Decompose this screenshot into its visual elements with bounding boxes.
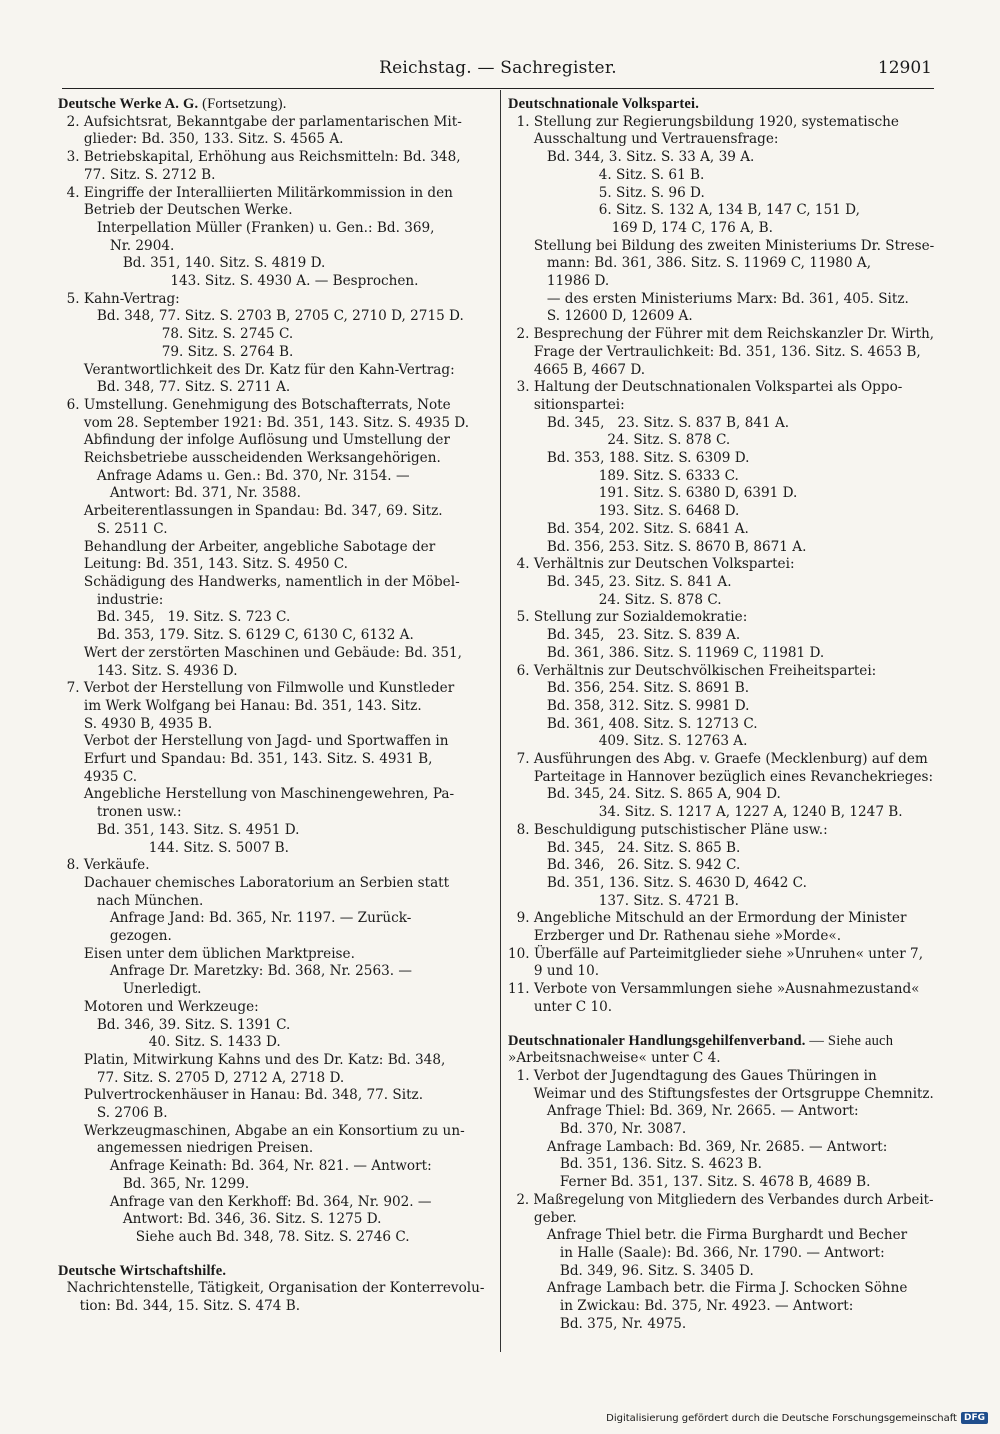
entry-line: 8. Verkäufe. [58, 857, 150, 874]
index-entry [508, 96, 934, 1017]
entry-line: 77. Sitz. S. 2705 D, 2712 A, 2718 D. [58, 1069, 345, 1086]
page-header [62, 54, 934, 89]
entry-line: Bd. 346, 26. Sitz. S. 942 C. [508, 857, 741, 874]
entry-line: 144. Sitz. S. 5007 B. [58, 839, 289, 856]
entry-line: Bd. 356, 253. Sitz. S. 8670 B, 8671 A. [508, 538, 807, 555]
entry-line: Interpellation Müller (Franken) u. Gen.: Bd. 369, [58, 219, 435, 236]
entry-line: Nr. 2904. [58, 237, 175, 254]
entry-line: Bd. 348, 77. Sitz. S. 2711 A. [58, 379, 291, 396]
entry-line: Bd. 358, 312. Sitz. S. 9981 D. [508, 697, 750, 714]
entry-line: vom 28. September 1921: Bd. 351, 143. Sitz. S. 4935 D. [58, 414, 470, 431]
entry-line: 143. Sitz. S. 4930 A. — Besprochen. [58, 273, 419, 290]
entry-heading-text: Deutsche Wirtschaftshilfe. [58, 1262, 227, 1279]
running-title: Reichstag. — Sachregister. [379, 58, 617, 78]
entry-line: Bd. 375, Nr. 4975. [508, 1315, 687, 1332]
entry-line: 10. Überfälle auf Parteimitglieder siehe »Unruhen« unter 7, [508, 945, 924, 962]
entry-line: S. 2511 C. [58, 520, 168, 537]
entry-line: Eisen unter dem üblichen Marktpreise. [58, 945, 355, 962]
index-entry [58, 1263, 490, 1316]
entry-line: »Arbeitsnachweise« unter C 4. [508, 1050, 721, 1067]
entry-heading [58, 1263, 490, 1281]
entry-line: im Werk Wolfgang bei Hanau: Bd. 351, 143. Sitz. [58, 697, 422, 714]
entry-line: Werkzeugmaschinen, Abgabe an ein Konsortium zu un- [58, 1122, 465, 1139]
entry-line: Weimar und des Stiftungsfestes der Ortsgruppe Chemnitz. [508, 1085, 934, 1102]
entry-line: 4665 B, 4667 D. [508, 361, 646, 378]
entry-line: 79. Sitz. S. 2764 B. [58, 343, 294, 360]
entry-line: 4. Sitz. S. 61 B. [508, 166, 705, 183]
left-column [58, 96, 490, 1332]
entry-line: tion: Bd. 344, 15. Sitz. S. 474 B. [58, 1298, 301, 1315]
entry-line: Bd. 345, 19. Sitz. S. 723 C. [58, 609, 291, 626]
entry-heading [508, 96, 934, 114]
entry-line: Ausschaltung und Vertrauensfrage: [508, 131, 779, 148]
entry-line: mann: Bd. 361, 386. Sitz. S. 11969 C, 11980 A, [508, 255, 872, 272]
entry-line: 40. Sitz. S. 1433 D. [58, 1034, 281, 1051]
entry-line: Bd. 345, 24. Sitz. S. 865 A, 904 D. [508, 786, 781, 803]
index-entry [508, 1033, 934, 1334]
entry-heading-text: Deutschnationale Volkspartei. [508, 96, 700, 112]
entry-line: gezogen. [58, 928, 172, 945]
entry-line: Anfrage Keinath: Bd. 364, Nr. 821. — Antwort: [58, 1158, 432, 1175]
entry-line: unter C 10. [508, 998, 613, 1015]
entry-line: Angebliche Herstellung von Maschinengewehren, Pa- [58, 786, 455, 803]
entry-line: Betrieb der Deutschen Werke. [58, 202, 293, 219]
entry-line: 6. Sitz. S. 132 A, 134 B, 147 C, 151 D, [508, 202, 860, 219]
entry-line: Bd. 354, 202. Sitz. S. 6841 A. [508, 520, 749, 537]
entry-line: glieder: Bd. 350, 133. Sitz. S. 4565 A. [58, 131, 344, 148]
entry-line: Anfrage Adams u. Gen.: Bd. 370, Nr. 3154. — [58, 467, 410, 484]
entry-line: Bd. 345, 23. Sitz. S. 841 A. [508, 573, 732, 590]
entry-line: 2. Aufsichtsrat, Bekanntgabe der parlamentarischen Mit- [58, 113, 462, 130]
index-entry [58, 96, 490, 1247]
entry-line: 193. Sitz. S. 6468 D. [508, 503, 740, 520]
entry-line: Abfindung der infolge Auflösung und Umstellung der [58, 432, 450, 449]
entry-line: Arbeiterentlassungen in Spandau: Bd. 347, 69. Sitz. [58, 503, 443, 520]
entry-line: 9 und 10. [508, 963, 600, 980]
entry-line: 137. Sitz. S. 4721 B. [508, 892, 739, 909]
entry-line: Pulvertrockenhäuser in Hanau: Bd. 348, 77. Sitz. [58, 1087, 424, 1104]
entry-line: Ferner Bd. 351, 137. Sitz. S. 4678 B, 4689 B. [508, 1174, 871, 1191]
entry-line: 5. Sitz. S. 96 D. [508, 184, 705, 201]
entry-line: Bd. 365, Nr. 1299. [58, 1175, 250, 1192]
entry-line: Bd. 349, 96. Sitz. S. 3405 D. [508, 1262, 754, 1279]
entry-line: Leitung: Bd. 351, 143. Sitz. S. 4950 C. [58, 556, 348, 573]
entry-line: Platin, Mitwirkung Kahns und des Dr. Katz: Bd. 348, [58, 1051, 446, 1068]
entry-line: Bd. 351, 143. Sitz. S. 4951 D. [58, 821, 300, 838]
entry-line: 3. Betriebskapital, Erhöhung aus Reichsmitteln: Bd. 348, [58, 149, 461, 166]
entry-line: 34. Sitz. S. 1217 A, 1227 A, 1240 B, 1247 B. [508, 804, 903, 821]
entry-line: Nachrichtenstelle, Tätigkeit, Organisation der Konterrevolu- [58, 1280, 485, 1297]
entry-line: Bd. 370, Nr. 3087. [508, 1121, 687, 1138]
entry-line: Anfrage van den Kerkhoff: Bd. 364, Nr. 902. — [58, 1193, 432, 1210]
entry-line: 3. Haltung der Deutschnationalen Volkspartei als Oppo- [508, 379, 903, 396]
entry-line: angemessen niedrigen Preisen. [58, 1140, 314, 1157]
entry-line: Anfrage Jand: Bd. 365, Nr. 1197. — Zurück- [58, 910, 412, 927]
entry-line: Verantwortlichkeit des Dr. Katz für den Kahn-Vertrag: [58, 361, 455, 378]
entry-line: 189. Sitz. S. 6333 C. [508, 467, 739, 484]
entry-line: Dachauer chemisches Laboratorium an Serbien statt [58, 874, 450, 891]
entry-line: S. 2706 B. [58, 1105, 168, 1122]
entry-line: Anfrage Thiel: Bd. 369, Nr. 2665. — Antwort: [508, 1103, 859, 1120]
entry-line: Bd. 345, 23. Sitz. S. 837 B, 841 A. [508, 414, 790, 431]
entry-line: 143. Sitz. S. 4936 D. [58, 662, 238, 679]
entry-line: 1. Verbot der Jugendtagung des Gaues Thüringen in [508, 1067, 877, 1084]
entry-line: Behandlung der Arbeiter, angebliche Sabotage der [58, 538, 436, 555]
entry-line: Unerledigt. [58, 981, 202, 998]
entry-line: Stellung bei Bildung des zweiten Ministeriums Dr. Strese- [508, 237, 935, 254]
dfg-logo: DFG [961, 1412, 988, 1424]
entry-line: Antwort: Bd. 371, Nr. 3588. [58, 485, 301, 502]
entry-line: Anfrage Thiel betr. die Firma Burghardt und Becher [508, 1227, 908, 1244]
entry-line: Erzberger und Dr. Rathenau siehe »Morde«. [508, 928, 842, 945]
entry-line: Bd. 345, 24. Sitz. S. 865 B. [508, 839, 741, 856]
entry-line: in Zwickau: Bd. 375, Nr. 4923. — Antwort: [508, 1298, 854, 1315]
entry-line: Bd. 344, 3. Sitz. S. 33 A, 39 A. [508, 149, 755, 166]
entry-line: Anfrage Lambach betr. die Firma J. Schocken Söhne [508, 1280, 908, 1297]
entry-line: 7. Verbot der Herstellung von Filmwolle und Kunstleder [58, 680, 455, 697]
footer-text: Digitalisierung gefördert durch die Deutsche Forschungsgemeinschaft [606, 1412, 957, 1424]
entry-line: 24. Sitz. S. 878 C. [508, 591, 722, 608]
entry-line: 7. Ausführungen des Abg. v. Graefe (Mecklenburg) auf dem [508, 751, 928, 768]
entry-line: 11. Verbote von Versammlungen siehe »Ausnahmezustand« [508, 981, 920, 998]
entry-line: — des ersten Ministeriums Marx: Bd. 361, 405. Sitz. [508, 290, 909, 307]
footer [606, 1412, 988, 1424]
entry-line: Bd. 348, 77. Sitz. S. 2703 B, 2705 C, 2710 D, 2715 D. [58, 308, 464, 325]
entry-line: industrie: [58, 591, 164, 608]
entry-heading-suffix: (Fortsetzung). [198, 96, 287, 112]
entry-line: geber. [508, 1209, 577, 1226]
entry-line: Bd. 361, 386. Sitz. S. 11969 C, 11981 D. [508, 644, 825, 661]
entry-heading [58, 96, 490, 114]
entry-line: 6. Umstellung. Genehmigung des Botschafterrats, Note [58, 396, 451, 413]
entry-line: Bd. 351, 140. Sitz. S. 4819 D. [58, 255, 326, 272]
entry-line: Bd. 351, 136. Sitz. S. 4623 B. [508, 1156, 762, 1173]
entry-line: Bd. 361, 408. Sitz. S. 12713 C. [508, 715, 758, 732]
entry-line: 5. Stellung zur Sozialdemokratie: [508, 609, 748, 626]
page-number: 12901 [877, 58, 932, 78]
entry-heading-text: Deutsche Werke A. G. [58, 96, 199, 112]
entry-line: Schädigung des Handwerks, namentlich in der Möbel- [58, 573, 460, 590]
entry-line: nach München. [58, 892, 204, 909]
entry-line: Siehe auch Bd. 348, 78. Sitz. S. 2746 C. [58, 1229, 410, 1245]
entry-line: 4935 C. [58, 768, 138, 785]
entry-line: Parteitage in Hannover bezüglich eines Revanchekrieges: [508, 768, 934, 785]
entry-line: 409. Sitz. S. 12763 A. [508, 733, 748, 750]
column-divider [500, 90, 501, 1352]
entry-line: 77. Sitz. S. 2712 B. [58, 166, 216, 183]
entry-line: 11986 D. [508, 273, 610, 290]
entry-heading [508, 1033, 934, 1051]
entry-line: 191. Sitz. S. 6380 D, 6391 D. [508, 485, 798, 502]
entry-line: 8. Beschuldigung putschistischer Pläne usw.: [508, 821, 828, 838]
entry-line: Bd. 351, 136. Sitz. S. 4630 D, 4642 C. [508, 874, 807, 891]
entry-line: Bd. 356, 254. Sitz. S. 8691 B. [508, 680, 750, 697]
entry-line: Reichsbetriebe ausscheidenden Werksangehörigen. [58, 450, 441, 467]
right-column [508, 96, 934, 1350]
entry-line: 9. Angebliche Mitschuld an der Ermordung der Minister [508, 910, 907, 927]
entry-line: Motoren und Werkzeuge: [58, 998, 259, 1015]
entry-line: Frage der Vertraulichkeit: Bd. 351, 136. Sitz. S. 4653 B, [508, 343, 921, 360]
entry-line: Bd. 345, 23. Sitz. S. 839 A. [508, 627, 741, 644]
entry-line: Bd. 353, 188. Sitz. S. 6309 D. [508, 450, 750, 467]
entry-line: tronen usw.: [58, 804, 182, 821]
entry-line: Anfrage Dr. Maretzky: Bd. 368, Nr. 2563. — [58, 963, 412, 980]
entry-line: Verbot der Herstellung von Jagd- und Sportwaffen in [58, 733, 449, 750]
entry-line: 4. Eingriffe der Interalliierten Militärkommission in den [58, 184, 453, 201]
entry-line: Antwort: Bd. 346, 36. Sitz. S. 1275 D. [58, 1211, 382, 1228]
entry-line: Bd. 346, 39. Sitz. S. 1391 C. [58, 1016, 291, 1033]
entry-line: 2. Maßregelung von Mitgliedern des Verbandes durch Arbeit- [508, 1191, 934, 1208]
entry-line: S. 4930 B, 4935 B. [58, 715, 213, 732]
entry-line: sitionspartei: [508, 396, 625, 413]
entry-heading-text: Deutschnationaler Handlungsgehilfenverband. [508, 1032, 806, 1049]
entry-line: 5. Kahn-Vertrag: [58, 290, 180, 307]
entry-line: 4. Verhältnis zur Deutschen Volkspartei: [508, 556, 795, 573]
entry-line: in Halle (Saale): Bd. 366, Nr. 1790. — Antwort: [508, 1245, 885, 1261]
entry-line: 6. Verhältnis zur Deutschvölkischen Freiheitspartei: [508, 662, 877, 679]
entry-line: 24. Sitz. S. 878 C. [508, 432, 731, 449]
entry-line: Erfurt und Spandau: Bd. 351, 143. Sitz. S. 4931 B, [58, 751, 433, 768]
entry-line: S. 12600 D, 12609 A. [508, 308, 693, 325]
entry-line: 78. Sitz. S. 2745 C. [58, 326, 294, 343]
entry-heading-suffix: — Siehe auch [805, 1032, 894, 1049]
entry-line: Bd. 353, 179. Sitz. S. 6129 C, 6130 C, 6132 A. [58, 627, 414, 644]
entry-line: 2. Besprechung der Führer mit dem Reichskanzler Dr. Wirth, [508, 326, 935, 343]
entry-line: Wert der zerstörten Maschinen und Gebäude: Bd. 351, [58, 644, 462, 661]
entry-line: 1. Stellung zur Regierungsbildung 1920, systematische [508, 113, 899, 130]
entry-line: 169 D, 174 C, 176 A, B. [508, 219, 773, 236]
entry-line: Anfrage Lambach: Bd. 369, Nr. 2685. — Antwort: [508, 1138, 888, 1155]
